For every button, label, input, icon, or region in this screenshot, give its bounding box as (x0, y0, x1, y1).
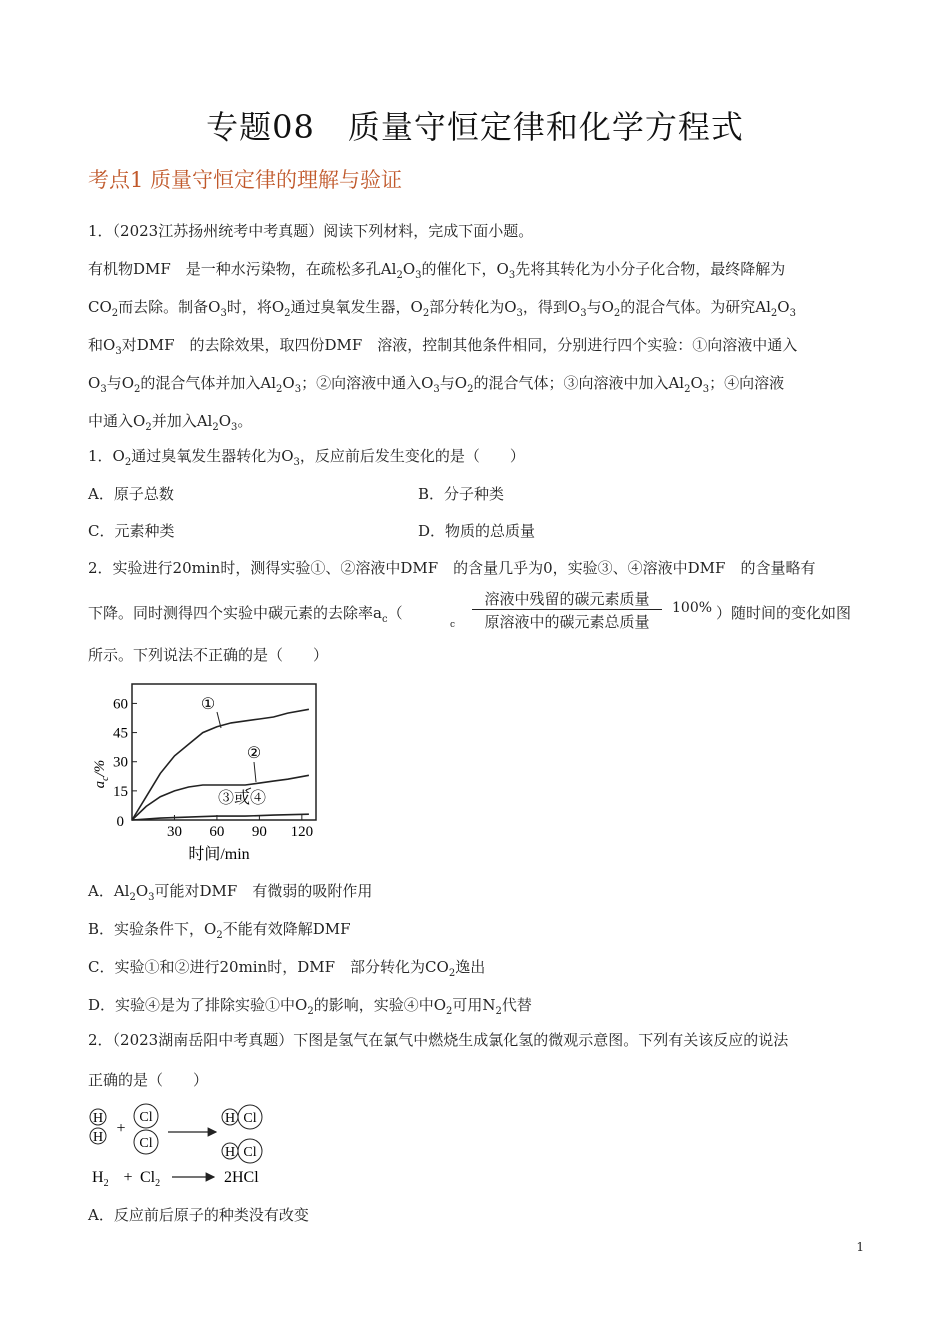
material-line-1: 有机物DMF 是一种水污染物，在疏松多孔$Al_2O_3$的催化下，$O_3$先将其转化为小分子化合物，最终降解为 (88, 260, 786, 281)
svg-text:H: H (224, 1111, 236, 1126)
sub2-line-2a: 下降。同时测得四个实验中碳元素的去除率$a_c$（ (88, 604, 403, 625)
series-label-2: ② (246, 745, 262, 762)
q2-line-1: 2．（2023湖南岳阳中考真题）下图是氢气在氯气中燃烧生成氯化氢的微观示意图。下列有关该反应的说法 (88, 1031, 789, 1049)
y-tick-label: 15 (113, 783, 128, 800)
svg-text:H: H (92, 1111, 104, 1126)
sub1-question: 1．$O_2$通过臭氧发生器转化为$O_3$，反应前后发生变化的是（ ） (88, 447, 525, 468)
series-line-3 (132, 814, 309, 820)
sub1-option-a: A．原子总数 (88, 485, 174, 503)
equation-cl2: $Cl_2$ (140, 1169, 161, 1189)
page-title: 专题08 质量守恒定律和化学方程式 (206, 108, 744, 146)
y-tick-label: 30 (113, 754, 128, 771)
y-tick-label: 60 (113, 696, 128, 713)
plus-sign: + (116, 1120, 126, 1137)
material-line-2: $CO_2$而去除。制备$O_3$时，将$O_2$通过臭氧发生器，$O_2$部分转化为$O_3$，得到$O_3$与$O_2$的混合气体。为研究$Al_2O_3$ (88, 298, 796, 319)
series-label-1: ① (200, 696, 216, 713)
material-line-5: 中通入$O_2$并加入$Al_2O_3$。 (88, 412, 253, 433)
origin-label: 0 (116, 814, 124, 830)
hcl-molecule-1 (222, 1105, 262, 1129)
q1-intro: 1．（2023江苏扬州统考中考真题）阅读下列材料，完成下面小题。 (88, 222, 534, 240)
equation-hcl: 2HCl (224, 1169, 259, 1186)
equation-h2: $H_2$ (92, 1169, 109, 1189)
q2-line-2: 正确的是（ ） (88, 1071, 209, 1089)
removal-rate-chart (86, 678, 336, 866)
sub1-option-c: C．元素种类 (88, 522, 175, 540)
equation-plus: + (123, 1169, 133, 1186)
sub1-option-d: D．物质的总质量 (418, 522, 536, 540)
sub2-line-3: 所示。下列说法不正确的是（ ） (88, 646, 329, 664)
sub2-sub-c: c (450, 620, 456, 630)
page-number: 1 (856, 1240, 864, 1254)
x-tick-label: 60 (209, 824, 225, 840)
y-tick-label: 45 (113, 725, 128, 742)
sub2-option-a: A．$Al_2O_3$可能对DMF 有微弱的吸附作用 (88, 882, 373, 903)
material-line-3: 和$O_3$对DMF 的去除效果，取四份DMF 溶液，控制其他条件相同，分别进行四个实验：①向溶液中通入 (88, 336, 798, 357)
sub2-option-d: D．实验④是为了排除实验①中$O_2$的影响，实验④中$O_2$可用$N_2$代替 (88, 996, 532, 1017)
fraction-denominator: 原溶液中的碳元素总质量 (484, 613, 650, 631)
section-heading: 考点1 质量守恒定律的理解与验证 (88, 168, 403, 192)
q2-option-a: A．反应前后原子的种类没有改变 (88, 1206, 309, 1224)
svg-text:Cl: Cl (139, 1110, 153, 1125)
series-label-3: ③或④ (217, 790, 267, 807)
svg-text:Cl: Cl (243, 1111, 257, 1126)
removal-rate-fraction (472, 588, 662, 631)
reaction-diagram (84, 1100, 284, 1192)
sub2-option-b: B．实验条件下，$O_2$不能有效降解DMF (88, 920, 351, 941)
svg-text:Cl: Cl (139, 1136, 153, 1151)
sub2-option-c: C．实验①和②进行20min时，DMF 部分转化为$CO_2$逸出 (88, 958, 486, 979)
y-axis-label: $a_c/\%$ (92, 759, 111, 789)
cl2-molecule (134, 1104, 158, 1154)
h2-molecule (90, 1109, 106, 1145)
x-tick-label: 30 (166, 824, 182, 840)
hcl-molecule-2 (222, 1139, 262, 1163)
material-line-4: $O_3$与$O_2$的混合气体并加入$Al_2O_3$；②向溶液中通入$O_3$与$O_2$的混合气体；③向溶液中加入$Al_2O_3$；④向溶液 (88, 374, 785, 395)
sub2-percent: 100% (672, 600, 713, 616)
svg-text:H: H (224, 1145, 236, 1160)
x-tick-label: 90 (251, 824, 267, 840)
svg-text:Cl: Cl (243, 1145, 257, 1160)
svg-text:H: H (92, 1130, 104, 1145)
x-tick-label: 120 (290, 824, 314, 840)
x-axis-label: 时间/min (188, 846, 250, 863)
sub2-line-1: 2．实验进行20min时，测得实验①、②溶液中DMF 的含量几乎为0，实验③、④溶液中DMF 的含量略有 (88, 559, 816, 577)
series-pointer-2 (254, 762, 256, 782)
fraction-bar (472, 609, 662, 610)
sub2-line-2d: ）随时间的变化如图 (716, 604, 852, 622)
fraction-numerator: 溶液中残留的碳元素质量 (484, 590, 650, 608)
sub1-option-b: B．分子种类 (418, 485, 505, 503)
